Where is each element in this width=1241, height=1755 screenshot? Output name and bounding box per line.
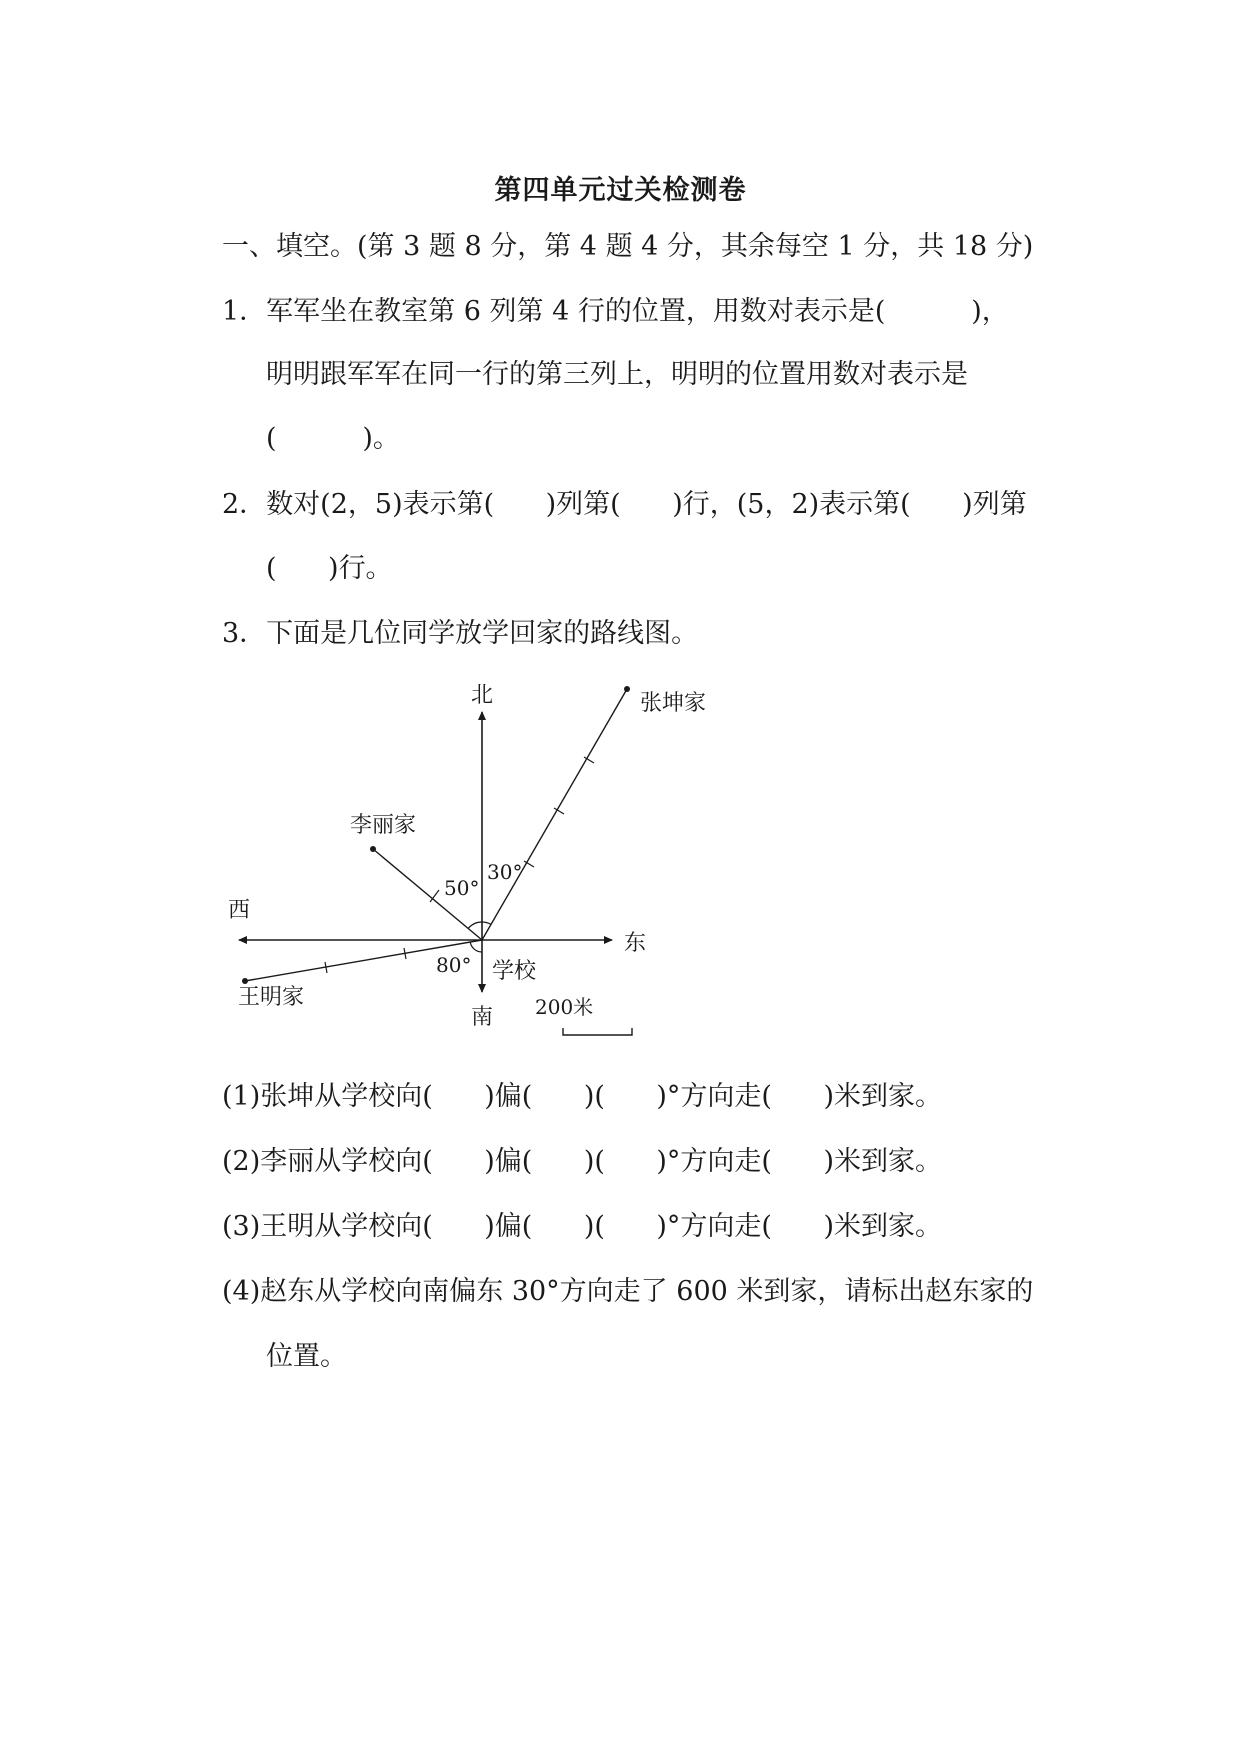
label-zhang-home: 张坤家 xyxy=(640,691,707,716)
zhang-home-point xyxy=(624,686,630,692)
label-angle-30: 30° xyxy=(487,860,523,884)
label-west: 西 xyxy=(228,898,251,923)
angle-arc-30 xyxy=(482,922,491,924)
scale-bar xyxy=(563,1028,632,1035)
question-3-sub-3: (3)王明从学校向( )偏( )( )°方向走( )米到家。 xyxy=(222,1211,942,1242)
angle-arc-80 xyxy=(470,942,482,952)
page-title: 第四单元过关检测卷 xyxy=(494,175,747,206)
question-3-sub-4-line-1: (4)赵东从学校向南偏东 30°方向走了 600 米到家，请标出赵东家的 xyxy=(222,1276,1034,1307)
section-heading: 一、填空。(第 3 题 8 分，第 4 题 4 分，其余每空 1 分，共 18 分) xyxy=(222,231,1034,262)
label-school: 学校 xyxy=(492,959,537,984)
label-li-home: 李丽家 xyxy=(350,813,417,838)
question-3-sub-4-line-2: 位置。 xyxy=(266,1341,347,1372)
question-1-line-2: 明明跟军军在同一行的第三列上，明明的位置用数对表示是 xyxy=(266,359,968,390)
label-wang-home: 王明家 xyxy=(238,985,305,1010)
label-scale: 200米 xyxy=(535,995,594,1019)
label-south: 南 xyxy=(470,1005,494,1030)
question-1-line-1: 1．军军坐在教室第 6 列第 4 行的位置，用数对表示是( )， xyxy=(222,296,1009,327)
label-angle-50: 50° xyxy=(444,876,480,900)
li-home-point xyxy=(370,846,376,852)
angle-arc-50 xyxy=(468,922,482,928)
route-diagram xyxy=(220,680,707,1055)
question-3-sub-2: (2)李丽从学校向( )偏( )( )°方向走( )米到家。 xyxy=(222,1146,942,1177)
question-2-line-2: ( )行。 xyxy=(266,553,393,584)
question-2-line-1: 2．数对(2，5)表示第( )列第( )行，(5，2)表示第( )列第 xyxy=(222,489,1027,520)
question-3-sub-1: (1)张坤从学校向( )偏( )( )°方向走( )米到家。 xyxy=(222,1081,942,1112)
label-angle-80: 80° xyxy=(436,953,472,977)
label-east: 东 xyxy=(624,931,647,956)
wang-home-point xyxy=(242,978,248,984)
question-1-line-3: ( )。 xyxy=(266,423,400,454)
question-3-intro: 3．下面是几位同学放学回家的路线图。 xyxy=(222,618,699,649)
route-zhang xyxy=(482,689,627,940)
label-north: 北 xyxy=(470,683,494,708)
